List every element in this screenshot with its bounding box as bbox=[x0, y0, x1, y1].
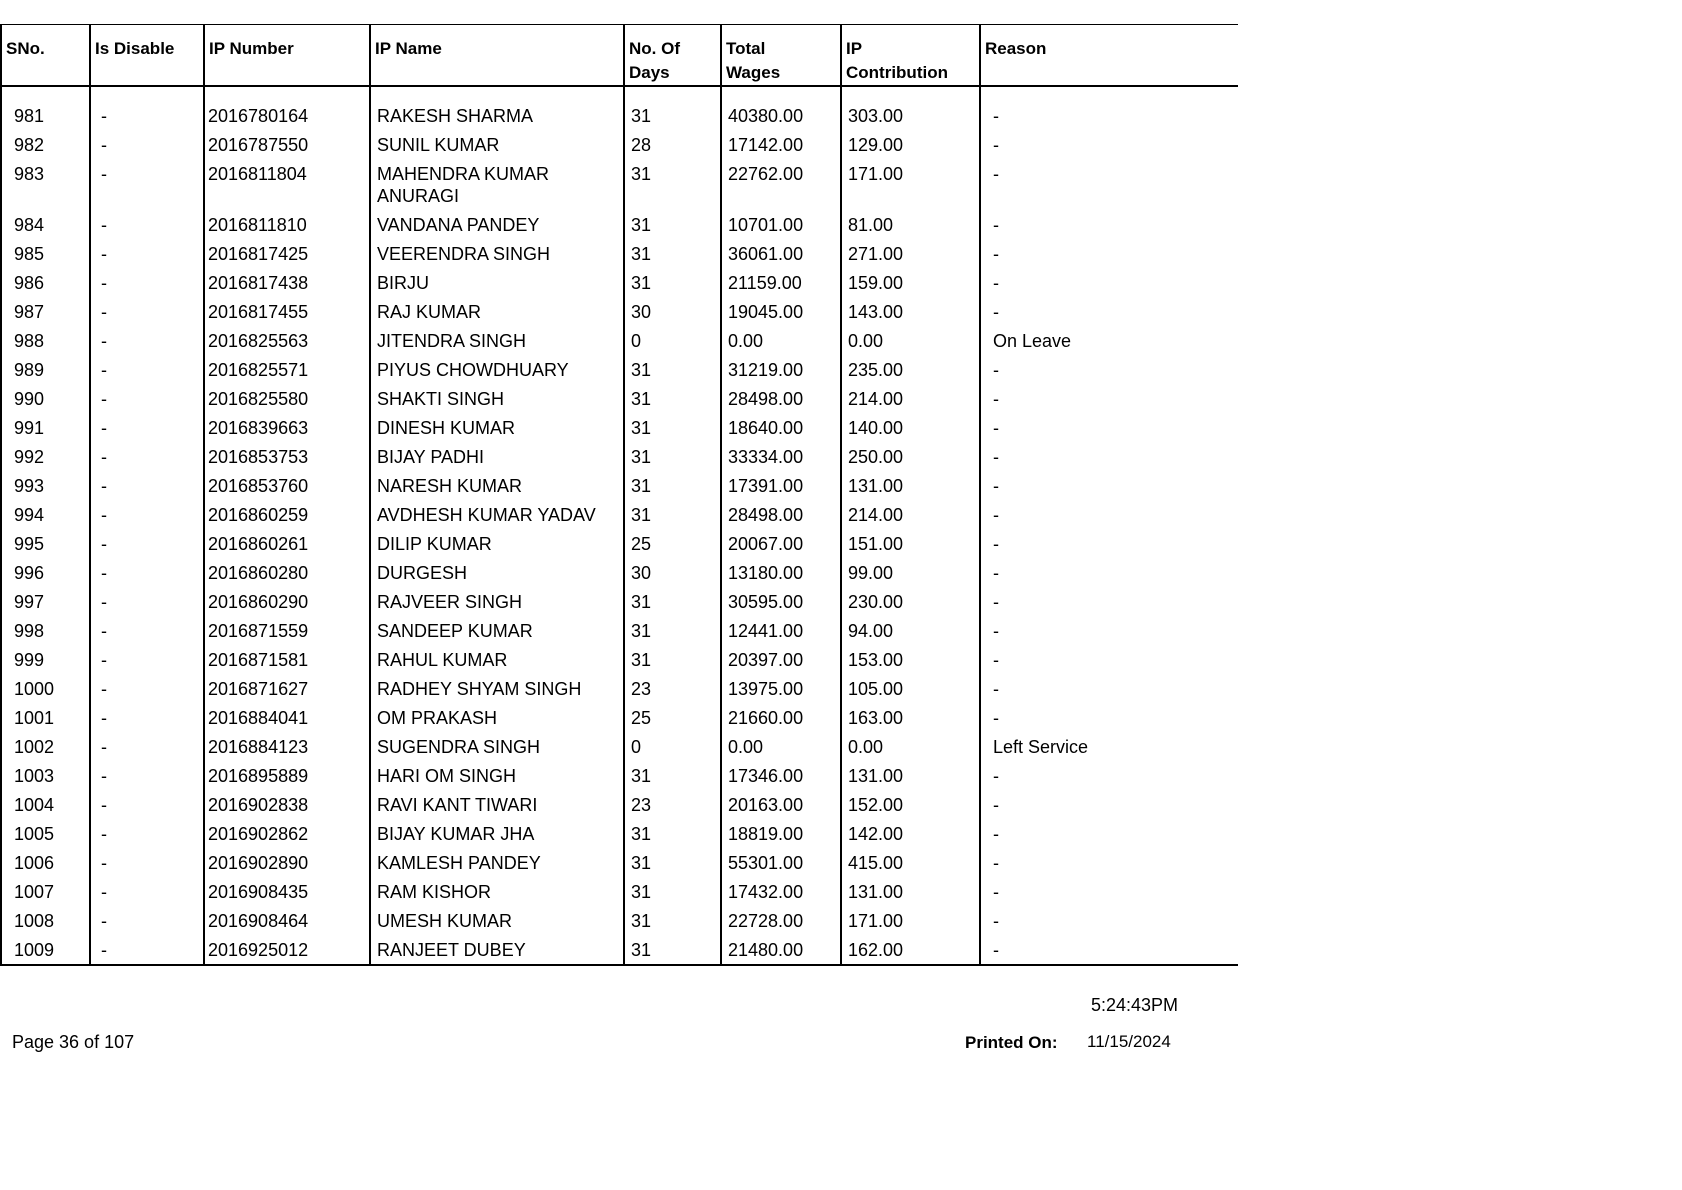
cell-is-disable: - bbox=[90, 558, 204, 587]
table-row bbox=[1, 130, 1238, 159]
cell-ip-number: 2016884041 bbox=[204, 703, 370, 732]
table-row bbox=[1, 210, 1238, 239]
cell-ip-contribution: 250.00 bbox=[841, 442, 980, 471]
cell-ip-number: 2016817455 bbox=[204, 297, 370, 326]
cell-no-of-days: 31 bbox=[624, 210, 721, 239]
cell-reason: - bbox=[993, 476, 999, 496]
cell-ip-number: 2016817438 bbox=[204, 268, 370, 297]
cell-total-wages: 30595.00 bbox=[721, 587, 841, 616]
cell-total-wages: 20067.00 bbox=[721, 529, 841, 558]
cell-no-of-days: 30 bbox=[624, 297, 721, 326]
cell-ip-contribution: 0.00 bbox=[841, 326, 980, 355]
cell-ip-contribution: 415.00 bbox=[841, 848, 980, 877]
cell-no-of-days: 31 bbox=[624, 906, 721, 935]
cell-ip-contribution: 214.00 bbox=[841, 384, 980, 413]
cell-ip-number: 2016825580 bbox=[204, 384, 370, 413]
cell-total-wages: 20163.00 bbox=[721, 790, 841, 819]
cell-reason: - bbox=[993, 135, 999, 155]
cell-ip-name: AVDHESH KUMAR YADAV bbox=[370, 500, 624, 529]
cell-ip-number: 2016811804 bbox=[204, 159, 370, 210]
cell-ip-name: RADHEY SHYAM SINGH bbox=[370, 674, 624, 703]
cell-total-wages: 18640.00 bbox=[721, 413, 841, 442]
cell-no-of-days: 25 bbox=[624, 703, 721, 732]
cell-reason: - bbox=[993, 766, 999, 786]
cell-ip-name: VEERENDRA SINGH bbox=[370, 239, 624, 268]
cell-ip-name: KAMLESH PANDEY bbox=[370, 848, 624, 877]
cell-no-of-days: 31 bbox=[624, 587, 721, 616]
cell-ip-number: 2016780164 bbox=[204, 101, 370, 130]
cell-no-of-days: 31 bbox=[624, 877, 721, 906]
cell-ip-name: NARESH KUMAR bbox=[370, 471, 624, 500]
table-row bbox=[1, 848, 1238, 877]
cell-ip-name: DURGESH bbox=[370, 558, 624, 587]
cell-is-disable: - bbox=[90, 130, 204, 159]
cell-no-of-days: 25 bbox=[624, 529, 721, 558]
cell-sno: 1000 bbox=[1, 674, 90, 703]
cell-is-disable: - bbox=[90, 645, 204, 674]
cell-total-wages: 17142.00 bbox=[721, 130, 841, 159]
cell-sno: 1001 bbox=[1, 703, 90, 732]
table-row bbox=[1, 101, 1238, 130]
cell-ip-name: BIRJU bbox=[370, 268, 624, 297]
table-row bbox=[1, 790, 1238, 819]
cell-no-of-days: 23 bbox=[624, 790, 721, 819]
cell-no-of-days: 28 bbox=[624, 130, 721, 159]
cell-ip-contribution: 143.00 bbox=[841, 297, 980, 326]
table-row bbox=[1, 906, 1238, 935]
cell-reason: - bbox=[993, 164, 999, 184]
cell-total-wages: 18819.00 bbox=[721, 819, 841, 848]
cell-ip-contribution: 303.00 bbox=[841, 101, 980, 130]
table-row bbox=[1, 239, 1238, 268]
cell-total-wages: 28498.00 bbox=[721, 500, 841, 529]
cell-ip-contribution: 163.00 bbox=[841, 703, 980, 732]
cell-reason: On Leave bbox=[993, 331, 1072, 351]
cell-no-of-days: 31 bbox=[624, 848, 721, 877]
cell-is-disable: - bbox=[90, 413, 204, 442]
column-header-total-wages: Total Wages bbox=[721, 25, 841, 87]
cell-no-of-days: 0 bbox=[624, 732, 721, 761]
cell-total-wages: 31219.00 bbox=[721, 355, 841, 384]
cell-total-wages: 21159.00 bbox=[721, 268, 841, 297]
cell-ip-number: 2016839663 bbox=[204, 413, 370, 442]
cell-no-of-days: 31 bbox=[624, 935, 721, 965]
cell-sno: 988 bbox=[1, 326, 90, 355]
cell-ip-name: RAKESH SHARMA bbox=[370, 101, 624, 130]
cell-ip-contribution: 162.00 bbox=[841, 935, 980, 965]
cell-reason: - bbox=[993, 911, 999, 931]
cell-ip-number: 2016902890 bbox=[204, 848, 370, 877]
cell-no-of-days: 23 bbox=[624, 674, 721, 703]
cell-ip-name: DILIP KUMAR bbox=[370, 529, 624, 558]
cell-reason: - bbox=[993, 708, 999, 728]
cell-ip-number: 2016817425 bbox=[204, 239, 370, 268]
cell-is-disable: - bbox=[90, 587, 204, 616]
cell-reason: - bbox=[993, 273, 999, 293]
cell-ip-name: SHAKTI SINGH bbox=[370, 384, 624, 413]
cell-total-wages: 0.00 bbox=[721, 326, 841, 355]
cell-reason: - bbox=[993, 389, 999, 409]
column-header-is-disable: Is Disable bbox=[90, 25, 204, 87]
column-header-ip-contribution: IP Contribution bbox=[841, 25, 980, 87]
cell-total-wages: 17346.00 bbox=[721, 761, 841, 790]
cell-ip-name: BIJAY KUMAR JHA bbox=[370, 819, 624, 848]
cell-is-disable: - bbox=[90, 703, 204, 732]
header-spacer bbox=[1, 86, 1238, 101]
column-header-sno: SNo. bbox=[1, 25, 90, 87]
cell-total-wages: 22762.00 bbox=[721, 159, 841, 210]
cell-ip-contribution: 235.00 bbox=[841, 355, 980, 384]
cell-ip-number: 2016925012 bbox=[204, 935, 370, 965]
cell-ip-number: 2016884123 bbox=[204, 732, 370, 761]
cell-sno: 992 bbox=[1, 442, 90, 471]
cell-ip-name: SANDEEP KUMAR bbox=[370, 616, 624, 645]
cell-reason: - bbox=[993, 360, 999, 380]
cell-reason: - bbox=[993, 592, 999, 612]
table-row bbox=[1, 645, 1238, 674]
cell-total-wages: 28498.00 bbox=[721, 384, 841, 413]
contribution-report bbox=[0, 24, 1237, 966]
cell-ip-number: 2016895889 bbox=[204, 761, 370, 790]
cell-ip-number: 2016908464 bbox=[204, 906, 370, 935]
cell-ip-number: 2016825571 bbox=[204, 355, 370, 384]
cell-is-disable: - bbox=[90, 761, 204, 790]
cell-ip-number: 2016853760 bbox=[204, 471, 370, 500]
cell-no-of-days: 31 bbox=[624, 616, 721, 645]
cell-total-wages: 21660.00 bbox=[721, 703, 841, 732]
cell-no-of-days: 31 bbox=[624, 645, 721, 674]
cell-is-disable: - bbox=[90, 674, 204, 703]
cell-ip-contribution: 171.00 bbox=[841, 159, 980, 210]
cell-sno: 994 bbox=[1, 500, 90, 529]
cell-ip-contribution: 140.00 bbox=[841, 413, 980, 442]
cell-ip-name: RAHUL KUMAR bbox=[370, 645, 624, 674]
cell-is-disable: - bbox=[90, 848, 204, 877]
cell-reason: - bbox=[993, 795, 999, 815]
cell-ip-contribution: 131.00 bbox=[841, 877, 980, 906]
cell-sno: 1002 bbox=[1, 732, 90, 761]
cell-no-of-days: 31 bbox=[624, 239, 721, 268]
table-body bbox=[1, 86, 1238, 965]
table-row bbox=[1, 268, 1238, 297]
cell-sno: 985 bbox=[1, 239, 90, 268]
cell-is-disable: - bbox=[90, 239, 204, 268]
table-row bbox=[1, 761, 1238, 790]
cell-reason: Left Service bbox=[993, 737, 1089, 757]
cell-is-disable: - bbox=[90, 297, 204, 326]
cell-sno: 981 bbox=[1, 101, 90, 130]
cell-is-disable: - bbox=[90, 471, 204, 500]
column-header-ip-number: IP Number bbox=[204, 25, 370, 87]
cell-is-disable: - bbox=[90, 732, 204, 761]
cell-is-disable: - bbox=[90, 819, 204, 848]
cell-total-wages: 21480.00 bbox=[721, 935, 841, 965]
table-row bbox=[1, 819, 1238, 848]
cell-ip-contribution: 230.00 bbox=[841, 587, 980, 616]
cell-reason: - bbox=[993, 215, 999, 235]
cell-is-disable: - bbox=[90, 500, 204, 529]
table-row bbox=[1, 529, 1238, 558]
cell-ip-contribution: 105.00 bbox=[841, 674, 980, 703]
printed-date: 11/15/2024 bbox=[1087, 1032, 1171, 1051]
cell-total-wages: 17432.00 bbox=[721, 877, 841, 906]
cell-is-disable: - bbox=[90, 616, 204, 645]
table-row bbox=[1, 935, 1238, 965]
cell-no-of-days: 31 bbox=[624, 159, 721, 210]
cell-ip-name: PIYUS CHOWDHUARY bbox=[370, 355, 624, 384]
table-row bbox=[1, 877, 1238, 906]
cell-is-disable: - bbox=[90, 355, 204, 384]
table-row bbox=[1, 616, 1238, 645]
cell-reason: - bbox=[993, 621, 999, 641]
cell-total-wages: 10701.00 bbox=[721, 210, 841, 239]
cell-ip-contribution: 153.00 bbox=[841, 645, 980, 674]
cell-ip-number: 2016871559 bbox=[204, 616, 370, 645]
cell-sno: 996 bbox=[1, 558, 90, 587]
cell-no-of-days: 30 bbox=[624, 558, 721, 587]
cell-total-wages: 36061.00 bbox=[721, 239, 841, 268]
cell-sno: 987 bbox=[1, 297, 90, 326]
cell-ip-name: OM PRAKASH bbox=[370, 703, 624, 732]
cell-total-wages: 33334.00 bbox=[721, 442, 841, 471]
cell-total-wages: 0.00 bbox=[721, 732, 841, 761]
cell-sno: 1008 bbox=[1, 906, 90, 935]
cell-is-disable: - bbox=[90, 877, 204, 906]
cell-ip-contribution: 152.00 bbox=[841, 790, 980, 819]
cell-sno: 1004 bbox=[1, 790, 90, 819]
cell-is-disable: - bbox=[90, 384, 204, 413]
cell-ip-number: 2016902838 bbox=[204, 790, 370, 819]
cell-reason: - bbox=[980, 935, 1238, 965]
cell-ip-number: 2016871581 bbox=[204, 645, 370, 674]
cell-total-wages: 22728.00 bbox=[721, 906, 841, 935]
cell-no-of-days: 31 bbox=[624, 442, 721, 471]
cell-total-wages: 55301.00 bbox=[721, 848, 841, 877]
cell-reason: - bbox=[993, 824, 999, 844]
cell-ip-number: 2016853753 bbox=[204, 442, 370, 471]
cell-ip-name: RAJVEER SINGH bbox=[370, 587, 624, 616]
cell-sno: 989 bbox=[1, 355, 90, 384]
cell-ip-contribution: 142.00 bbox=[841, 819, 980, 848]
cell-ip-number: 2016860259 bbox=[204, 500, 370, 529]
cell-sno: 1007 bbox=[1, 877, 90, 906]
cell-sno: 986 bbox=[1, 268, 90, 297]
table-row bbox=[1, 587, 1238, 616]
cell-ip-name: SUGENDRA SINGH bbox=[370, 732, 624, 761]
cell-ip-contribution: 94.00 bbox=[841, 616, 980, 645]
cell-is-disable: - bbox=[90, 442, 204, 471]
header-row bbox=[1, 25, 1238, 87]
page-number: Page 36 of 107 bbox=[12, 1032, 135, 1052]
cell-is-disable: - bbox=[90, 529, 204, 558]
cell-reason: - bbox=[993, 534, 999, 554]
cell-reason: - bbox=[993, 302, 999, 322]
table-row bbox=[1, 442, 1238, 471]
cell-no-of-days: 31 bbox=[624, 384, 721, 413]
cell-is-disable: - bbox=[90, 101, 204, 130]
cell-ip-contribution: 99.00 bbox=[841, 558, 980, 587]
cell-is-disable: - bbox=[90, 790, 204, 819]
contribution-table bbox=[0, 24, 1238, 966]
cell-is-disable: - bbox=[90, 906, 204, 935]
cell-ip-number: 2016860290 bbox=[204, 587, 370, 616]
table-row bbox=[1, 355, 1238, 384]
cell-ip-contribution: 159.00 bbox=[841, 268, 980, 297]
cell-ip-number: 2016908435 bbox=[204, 877, 370, 906]
table-row bbox=[1, 674, 1238, 703]
cell-no-of-days: 31 bbox=[624, 761, 721, 790]
cell-ip-name: VANDANA PANDEY bbox=[370, 210, 624, 239]
table-row bbox=[1, 159, 1238, 210]
table-row bbox=[1, 471, 1238, 500]
cell-no-of-days: 31 bbox=[624, 500, 721, 529]
cell-sno: 990 bbox=[1, 384, 90, 413]
cell-is-disable: - bbox=[90, 210, 204, 239]
cell-reason: - bbox=[993, 244, 999, 264]
cell-ip-contribution: 271.00 bbox=[841, 239, 980, 268]
cell-total-wages: 12441.00 bbox=[721, 616, 841, 645]
cell-sno: 984 bbox=[1, 210, 90, 239]
cell-total-wages: 13180.00 bbox=[721, 558, 841, 587]
cell-ip-name: RAM KISHOR bbox=[370, 877, 624, 906]
cell-ip-number: 2016825563 bbox=[204, 326, 370, 355]
cell-no-of-days: 31 bbox=[624, 101, 721, 130]
cell-no-of-days: 0 bbox=[624, 326, 721, 355]
cell-is-disable: - bbox=[90, 935, 204, 965]
cell-reason: - bbox=[993, 106, 999, 126]
cell-sno: 1003 bbox=[1, 761, 90, 790]
cell-no-of-days: 31 bbox=[624, 268, 721, 297]
cell-sno: 991 bbox=[1, 413, 90, 442]
cell-ip-name: BIJAY PADHI bbox=[370, 442, 624, 471]
cell-total-wages: 17391.00 bbox=[721, 471, 841, 500]
table-row bbox=[1, 297, 1238, 326]
cell-ip-number: 2016860280 bbox=[204, 558, 370, 587]
cell-sno: 1009 bbox=[1, 935, 90, 965]
table-row bbox=[1, 558, 1238, 587]
cell-no-of-days: 31 bbox=[624, 413, 721, 442]
table-header bbox=[1, 25, 1238, 87]
cell-sno: 999 bbox=[1, 645, 90, 674]
cell-ip-name: RAJ KUMAR bbox=[370, 297, 624, 326]
cell-ip-name: JITENDRA SINGH bbox=[370, 326, 624, 355]
cell-ip-number: 2016860261 bbox=[204, 529, 370, 558]
cell-reason: - bbox=[993, 853, 999, 873]
cell-ip-name: MAHENDRA KUMAR ANURAGI bbox=[370, 159, 624, 210]
cell-ip-name: UMESH KUMAR bbox=[370, 906, 624, 935]
cell-total-wages: 20397.00 bbox=[721, 645, 841, 674]
table-row bbox=[1, 413, 1238, 442]
printed-on-label: Printed On: bbox=[965, 1033, 1058, 1052]
cell-ip-contribution: 131.00 bbox=[841, 761, 980, 790]
cell-ip-contribution: 214.00 bbox=[841, 500, 980, 529]
cell-reason: - bbox=[993, 882, 999, 902]
printed-time: 5:24:43PM bbox=[1091, 995, 1179, 1015]
cell-ip-contribution: 151.00 bbox=[841, 529, 980, 558]
table-row bbox=[1, 500, 1238, 529]
cell-is-disable: - bbox=[90, 268, 204, 297]
cell-sno: 993 bbox=[1, 471, 90, 500]
cell-ip-contribution: 131.00 bbox=[841, 471, 980, 500]
cell-total-wages: 40380.00 bbox=[721, 101, 841, 130]
cell-reason: - bbox=[993, 447, 999, 467]
column-header-ip-name: IP Name bbox=[370, 25, 624, 87]
cell-ip-name: SUNIL KUMAR bbox=[370, 130, 624, 159]
cell-sno: 1006 bbox=[1, 848, 90, 877]
cell-sno: 995 bbox=[1, 529, 90, 558]
table-row bbox=[1, 326, 1238, 355]
cell-ip-name: HARI OM SINGH bbox=[370, 761, 624, 790]
cell-ip-contribution: 0.00 bbox=[841, 732, 980, 761]
cell-total-wages: 13975.00 bbox=[721, 674, 841, 703]
cell-is-disable: - bbox=[90, 159, 204, 210]
cell-ip-number: 2016787550 bbox=[204, 130, 370, 159]
cell-ip-contribution: 171.00 bbox=[841, 906, 980, 935]
cell-sno: 1005 bbox=[1, 819, 90, 848]
cell-reason: - bbox=[993, 650, 999, 670]
cell-reason: - bbox=[993, 505, 999, 525]
table-row bbox=[1, 732, 1238, 761]
cell-ip-name: RANJEET DUBEY bbox=[370, 935, 624, 965]
cell-ip-number: 2016871627 bbox=[204, 674, 370, 703]
cell-ip-contribution: 129.00 bbox=[841, 130, 980, 159]
cell-ip-contribution: 81.00 bbox=[841, 210, 980, 239]
cell-sno: 983 bbox=[1, 159, 90, 210]
cell-reason: - bbox=[993, 418, 999, 438]
column-header-reason: Reason bbox=[980, 25, 1238, 87]
cell-total-wages: 19045.00 bbox=[721, 297, 841, 326]
cell-no-of-days: 31 bbox=[624, 355, 721, 384]
cell-reason: - bbox=[993, 563, 999, 583]
cell-no-of-days: 31 bbox=[624, 471, 721, 500]
cell-no-of-days: 31 bbox=[624, 819, 721, 848]
cell-ip-number: 2016902862 bbox=[204, 819, 370, 848]
cell-sno: 997 bbox=[1, 587, 90, 616]
cell-sno: 998 bbox=[1, 616, 90, 645]
table-row bbox=[1, 703, 1238, 732]
cell-sno: 982 bbox=[1, 130, 90, 159]
cell-ip-name: DINESH KUMAR bbox=[370, 413, 624, 442]
cell-is-disable: - bbox=[90, 326, 204, 355]
cell-reason: - bbox=[993, 679, 999, 699]
table-row bbox=[1, 384, 1238, 413]
cell-ip-number: 2016811810 bbox=[204, 210, 370, 239]
column-header-no-of-days: No. Of Days bbox=[624, 25, 721, 87]
cell-ip-name: RAVI KANT TIWARI bbox=[370, 790, 624, 819]
